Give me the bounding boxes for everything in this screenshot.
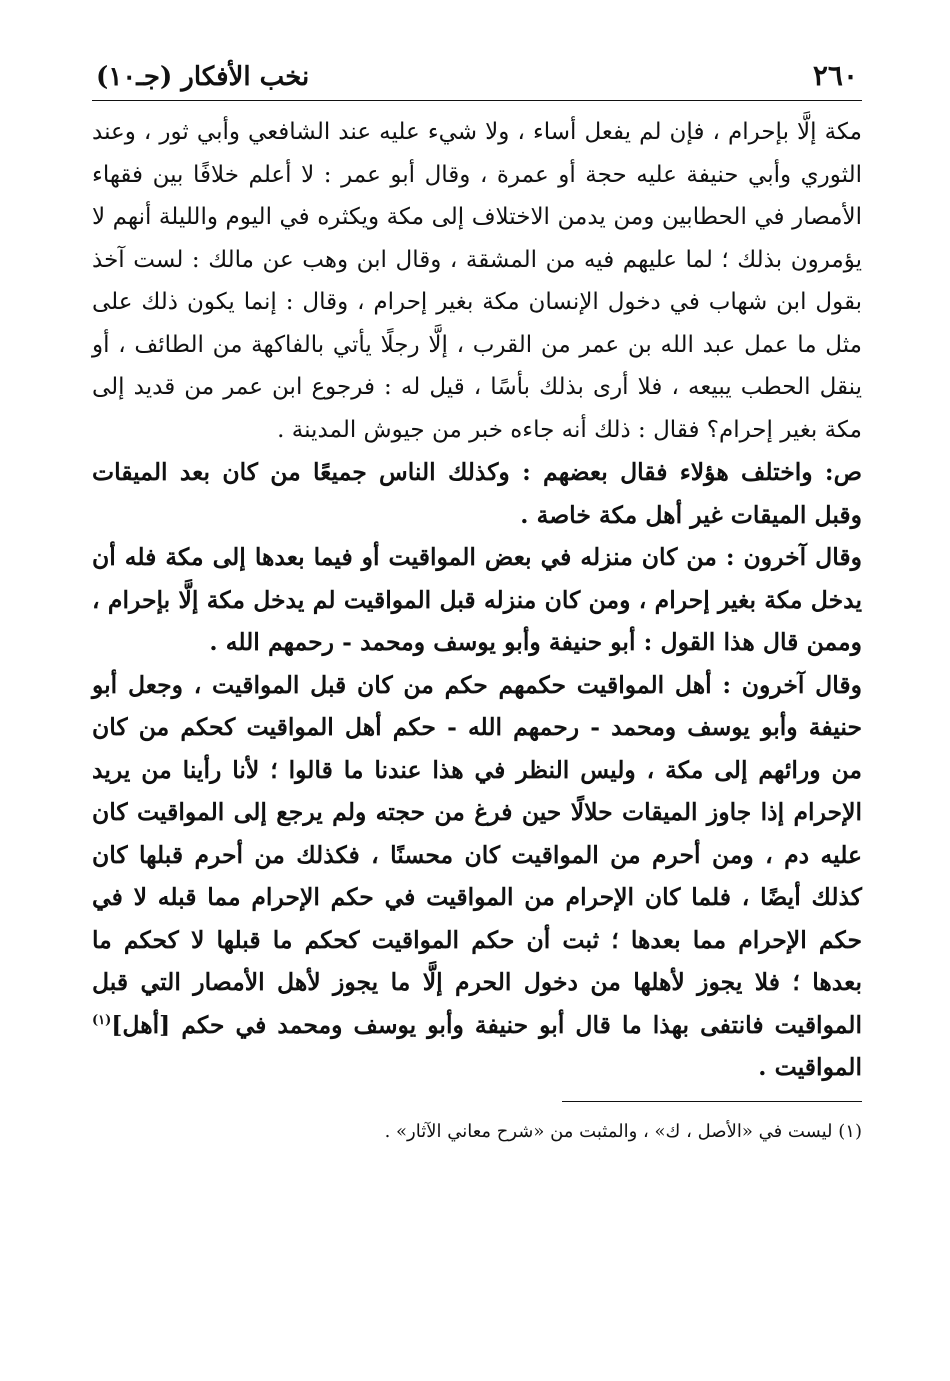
- paragraph-third-opinion: [92, 664, 862, 1089]
- footnote: (١) ليست في «الأصل ، ك» ، والمثبت من «شرح معاني الآثار» .: [384, 1120, 862, 1142]
- page-number: ٢٦٠: [812, 59, 858, 92]
- paragraph-commentary: مكة إلَّا بإحرام ، فإن لم يفعل أساء ، ولا شيء عليه عند الشافعي وأبي ثور ، وعند الثوري وأبي حنيفة عليه حجة أو عمرة ، وقال أبو عمر : لا أعلم خلافًا بين فقهاء الأمصار في الحطابين ومن يدمن الاختلاف إلى مكة ويكثره في اليوم والليلة أنهم لا يؤمرون بذلك ؛ لما عليهم فيه من المشقة ، وقال ابن وهب عن مالك : لست آخذ بقول ابن شهاب في دخول الإنسان مكة بغير إحرام ، وقال : إنما يكون ذلك على مثل ما عمل عبد الله بن عمر من القرب ، إلَّا رجلًا يأتي بالفاكهة من الطائف ، أو ينقل الحطب يبيعه ، فلا أرى بذلك بأسًا ، قيل له : فرجوع ابن عمر من قديد إلى مكة بغير إحرام؟ فقال : ذلك أنه جاءه خبر من جيوش المدينة .: [92, 119, 862, 443]
- footnote-rule: [562, 1101, 862, 1102]
- paragraph-third-text: وقال آخرون : أهل المواقيت حكمهم حكم من كان قبل المواقيت ، وجعل أبو حنيفة وأبو يوسف ومحمد - رحمهم الله - حكم أهل المواقيت كحكم من كان من ورائهم إلى مكة ، وليس النظر في هذا عندنا ما قالوا ؛ لأنا رأينا من يريد الإحرام إذا جاوز الميقات حلالًا حين فرغ من حجته ولم يرجع إلى المواقيت كان عليه دم ، ومن أحرم من المواقيت كان محسنًا ، فكذلك من أحرم قبلها كان كذلك أيضًا ، فلما كان الإحرام من المواقيت في حكم الإحرام مما قبله لا في حكم الإحرام مما بعدها ؛ ثبت أن حكم المواقيت كحكم ما قبلها لا كحكم ما بعدها ؛ فلا يجوز لأهلها من دخول الحرم إلَّا ما يجوز لأهل الأمصار التي قبل المواقيت فانتفى بهذا ما قال أبو حنيفة وأبو يوسف ومحمد في حكم [أهل]: [92, 670, 863, 1039]
- footnote-reference[interactable]: (١): [92, 1012, 112, 1028]
- page: [92, 52, 862, 1352]
- book-title: نخب الأفكار (جـ١٠): [96, 62, 310, 92]
- paragraph-second-opinion: وقال آخرون : من كان منزله في بعض المواقيت أو فيما بعدها إلى مكة فله أن يدخل مكة بغير إحرام ، ومن كان منزله قبل المواقيت لم يدخل مكة إلَّا بإحرام ، وممن قال هذا القول : أبو حنيفة وأبو يوسف ومحمد - رحمهم الله .: [92, 543, 862, 656]
- paragraph-third-tail: المواقيت .: [758, 1053, 862, 1081]
- header-rule: [92, 100, 862, 101]
- running-header: [92, 52, 862, 92]
- main-text: [92, 111, 862, 1089]
- paragraph-matn-opening: ص: واختلف هؤلاء فقال بعضهم : وكذلك الناس جميعًا من كان بعد الميقات وقبل الميقات غير أهل مكة خاصة .: [92, 458, 862, 529]
